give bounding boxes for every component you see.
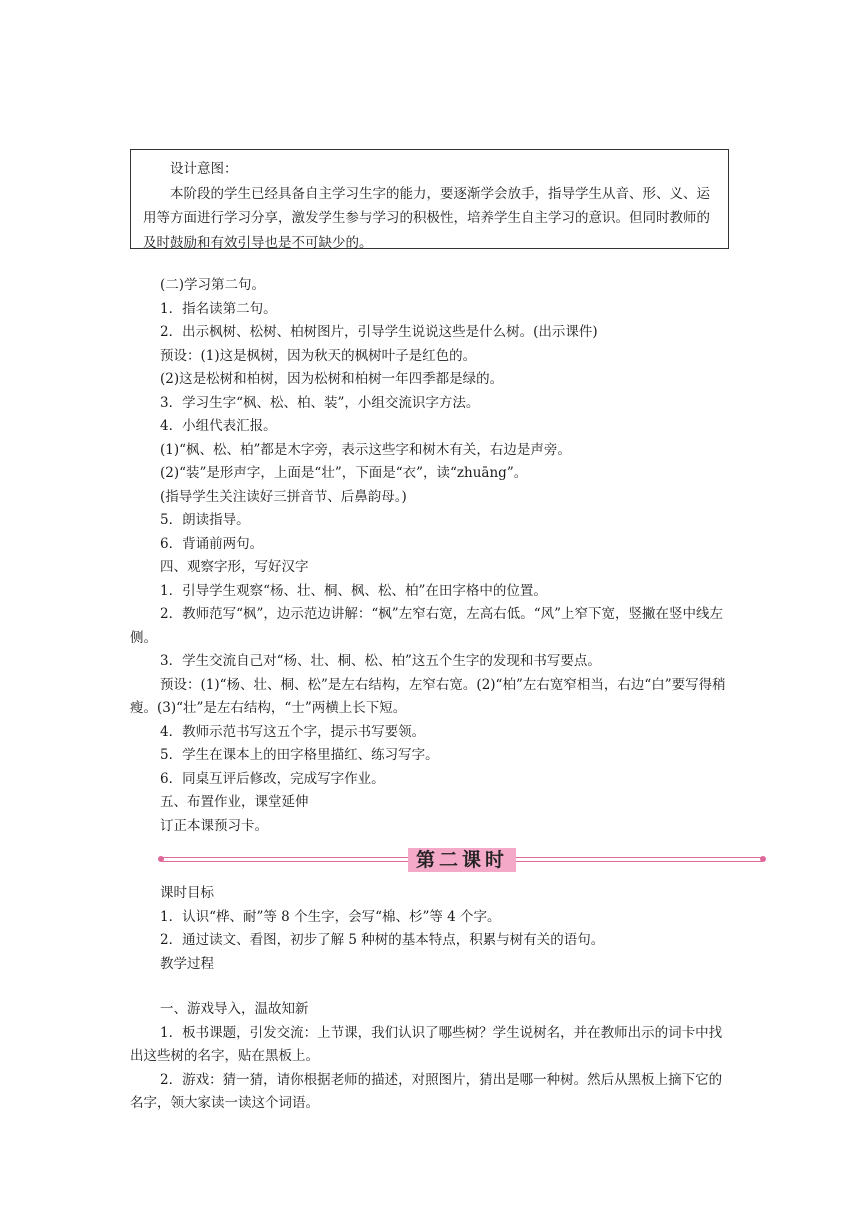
text-line: 5．朗读指导。 (160, 512, 250, 528)
text-line: 2．出示枫树、松树、柏树图片，引导学生说说这些是什么树。(出示课件) (160, 324, 598, 340)
text-line: 1．板书课题，引发交流：上节课，我们认识了哪些树？学生说树名，并在教师出示的词卡中找出这些树的名字，贴在黑板上。 (130, 1024, 723, 1064)
text-line: 6．背诵前两句。 (160, 535, 264, 552)
design-intent-title: 设计意图： (170, 161, 238, 177)
text-line: 2．游戏：猜一猜，请你根据老师的描述，对照图片，猜出是哪一种树。然后从黑板上摘下它的名字，领大家读一读这个词语。 (130, 1071, 723, 1111)
text-line: 1．指名读第二句。 (160, 300, 277, 317)
text-line: 预设：(1)“杨、壮、桐、松”是左右结构，左窄右宽。(2)“柏”左右宽窄相当，右边“白”要写得稍瘦。(3)“壮”是左右结构，“士”两横上长下短。 (130, 676, 726, 716)
text-line: 4．小组代表汇报。 (160, 418, 277, 434)
divider-dot-left (158, 856, 164, 862)
text-line: 6．同桌互评后修改，完成写字作业。 (160, 770, 385, 787)
text-line: 1．认识“桦、耐”等 8 个生字，会写“棉、杉”等 4 个字。 (160, 908, 501, 925)
text-line: 4．教师示范书写这五个字，提示书写要领。 (160, 723, 426, 740)
section-heading: 五、布置作业，课堂延伸 (160, 794, 309, 810)
text-line: 教学过程 (160, 955, 214, 972)
design-intent-text: 本阶段的学生已经具备自主学习生字的能力，要逐渐学会放手，指导学生从音、形、义、运用等方面进行学习分享，激发学生参与学习的积极性，培养学生自主学习的意识。但同时教师的及时鼓励和有效引导也是不可缺少的。 (143, 185, 710, 251)
section-title: 第二课时 (408, 848, 516, 872)
section-divider (158, 848, 766, 872)
text-line: 1．引导学生观察“杨、壮、桐、枫、松、柏”在田字格中的位置。 (160, 582, 547, 599)
text-line: 2．教师范写“枫”，边示范边讲解：“枫”左窄右宽，左高右低。“风”上窄下宽，竖撇在竖中线左侧。 (130, 606, 723, 646)
text-line: 3．学生交流自己对“杨、壮、桐、松、柏”这五个生字的发现和书写要点。 (160, 653, 601, 669)
section-heading: 一、游戏导入，温故知新 (160, 1001, 309, 1017)
text-line: (2)“装”是形声字，上面是“壮”，下面是“衣”，读“zhuāng”。 (160, 465, 528, 481)
design-intent-box (130, 149, 729, 249)
text-line: 预设：(1)这是枫树，因为秋天的枫树叶子是红色的。 (160, 347, 477, 364)
text-line: (二)学习第二句。 (160, 277, 266, 293)
lesson-content-2 (130, 882, 730, 1116)
divider-dot-right (760, 856, 766, 862)
text-line: 2．通过读文、看图，初步了解 5 种树的基本特点，积累与树有关的语句。 (160, 932, 605, 948)
text-line: (1)“枫、松、柏”都是木字旁，表示这些字和树木有关，右边是声旁。 (160, 441, 571, 458)
section-heading: 四、观察字形，写好汉字 (160, 559, 309, 575)
lesson-content (130, 274, 730, 838)
text-line: 3．学习生字“枫、松、柏、装”，小组交流识字方法。 (160, 394, 480, 411)
text-line: 课时目标 (160, 885, 214, 901)
text-line: (2)这是松树和柏树，因为松树和柏树一年四季都是绿的。 (160, 371, 504, 387)
text-line: 订正本课预习卡。 (160, 817, 268, 834)
text-line: (指导学生关注读好三拼音节、后鼻韵母。) (160, 488, 407, 505)
spacer (130, 976, 730, 998)
text-line: 5．学生在课本上的田字格里描红、练习写字。 (160, 747, 439, 763)
